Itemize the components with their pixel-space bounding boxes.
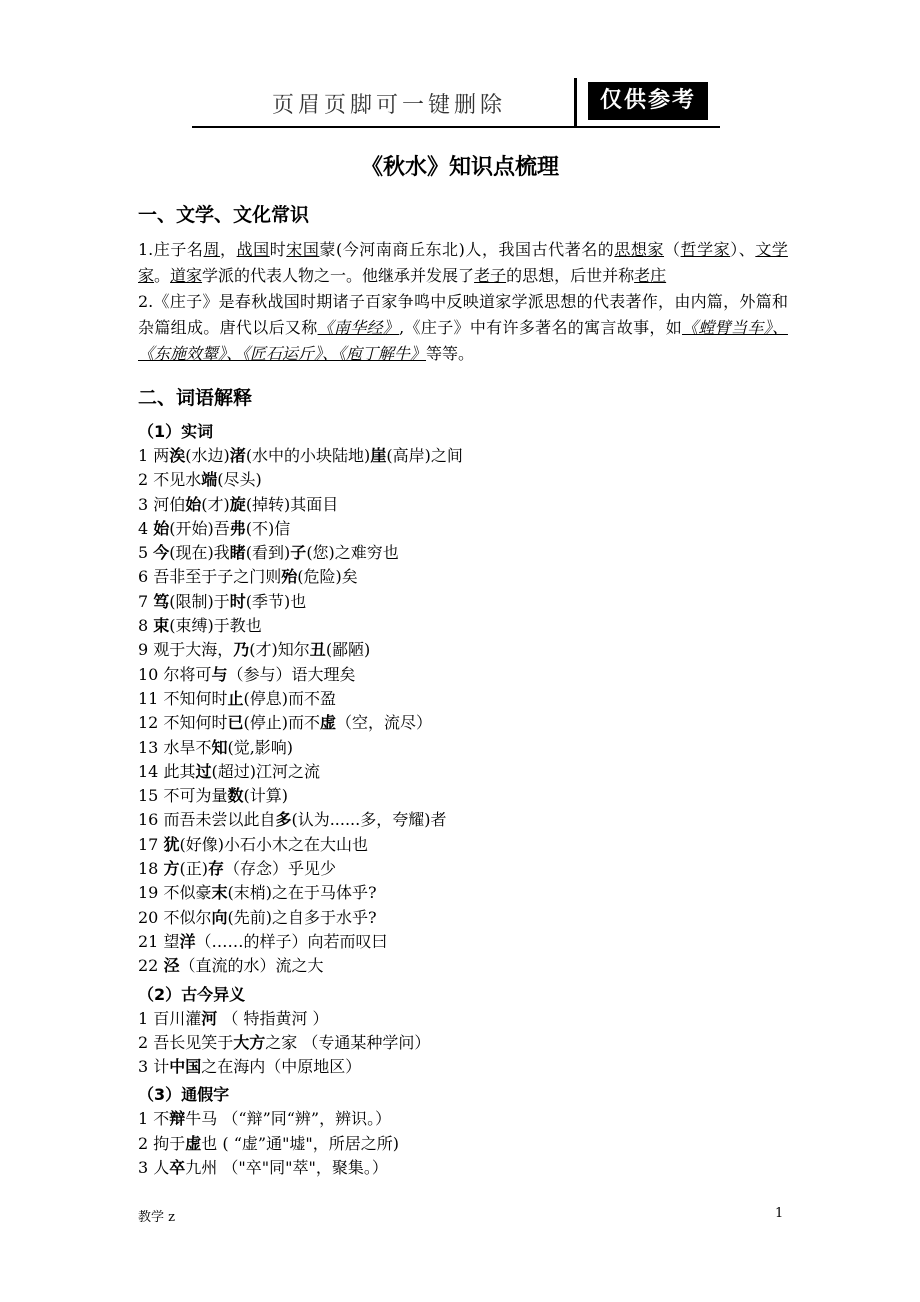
text-segment: 17 bbox=[138, 834, 164, 854]
text-segment: 1.庄子名 bbox=[138, 240, 204, 259]
underlined-term: 《螳臂当车》、《东施效颦》、《匠石运斤》、《庖丁解牛》 bbox=[138, 318, 788, 363]
text-segment: (正) bbox=[179, 859, 208, 879]
key-word: 始 bbox=[185, 494, 202, 514]
text-segment: ,《庄子》中有许多著名的寓言故事，如 bbox=[399, 318, 683, 337]
page-number: 1 bbox=[775, 1206, 784, 1221]
text-segment: ， bbox=[220, 240, 237, 259]
text-segment: (好像)小石小木之在大山也 bbox=[179, 834, 368, 854]
text-segment: （ 特指黄河 ） bbox=[217, 1008, 329, 1028]
list-item bbox=[138, 1156, 788, 1180]
reference-badge: 仅供参考 bbox=[588, 82, 708, 120]
list-item bbox=[138, 468, 788, 492]
key-word: 与 bbox=[211, 664, 228, 684]
text-segment: 19 不似豪 bbox=[138, 883, 212, 903]
text-segment: （直流的水）流之大 bbox=[179, 956, 324, 976]
key-word: 旋 bbox=[229, 494, 246, 514]
underlined-term: 道家 bbox=[170, 266, 203, 285]
underlined-term: 思想家 bbox=[614, 240, 665, 259]
list-item bbox=[138, 736, 788, 760]
text-segment: ）、 bbox=[730, 240, 756, 259]
key-word: 睹 bbox=[229, 543, 246, 563]
text-segment: 15 不可为量 bbox=[138, 786, 228, 806]
text-segment: 2 吾长见笑于 bbox=[138, 1032, 234, 1052]
underlined-term: 战国 bbox=[236, 240, 270, 259]
list-item bbox=[138, 857, 788, 881]
text-segment: 5 bbox=[138, 543, 154, 563]
header-rule bbox=[192, 126, 720, 128]
key-word: 泾 bbox=[163, 956, 180, 976]
paragraph-zhuangzi-book bbox=[138, 289, 788, 367]
list-item bbox=[138, 1007, 788, 1031]
key-word: 乃 bbox=[233, 640, 250, 660]
section-heading-culture: 一、文学、文化常识 bbox=[138, 204, 310, 226]
footer-label: 教学 z bbox=[138, 1210, 175, 1225]
text-segment: (先前)之自多于水乎? bbox=[227, 907, 377, 927]
subheading-shici: （1）实词 bbox=[138, 422, 214, 441]
text-segment: (限制)于 bbox=[169, 591, 230, 611]
list-item bbox=[138, 614, 788, 638]
text-segment: 6 吾非至于子之门则 bbox=[138, 567, 282, 587]
list-item bbox=[138, 1031, 788, 1055]
key-word: 犹 bbox=[163, 834, 180, 854]
paragraph-zhuangzi-bio bbox=[138, 237, 788, 289]
text-segment: 九州 （"卒"同"萃"，聚集。） bbox=[185, 1158, 388, 1178]
text-segment: 时 bbox=[269, 240, 287, 259]
text-segment: (停息)而不盈 bbox=[243, 688, 336, 708]
list-item bbox=[138, 493, 788, 517]
list-item bbox=[138, 590, 788, 614]
text-segment: (危险)矣 bbox=[297, 567, 358, 587]
content-body bbox=[138, 196, 788, 1180]
text-segment: 10 尔将可 bbox=[138, 664, 212, 684]
text-segment: 3 计 bbox=[138, 1057, 170, 1077]
tongjia-list bbox=[138, 1107, 788, 1180]
text-segment: 等等。 bbox=[426, 344, 475, 363]
underlined-term: 《南华经》 bbox=[317, 318, 400, 337]
key-word: 向 bbox=[211, 907, 228, 927]
key-word: 今 bbox=[153, 543, 170, 563]
text-segment: （存念）乎见少 bbox=[223, 859, 336, 879]
key-word: 已 bbox=[227, 713, 244, 733]
key-word: 渚 bbox=[229, 446, 246, 465]
underlined-term: 文学家 bbox=[138, 240, 788, 285]
list-item bbox=[138, 711, 788, 735]
list-item bbox=[138, 663, 788, 687]
key-word: 始 bbox=[153, 518, 170, 538]
header-banner bbox=[192, 76, 720, 132]
text-segment: 11 不知何时 bbox=[138, 688, 228, 708]
text-segment: 牛马 （“辩”同“辨”，辨识。） bbox=[185, 1109, 392, 1129]
key-word: 卒 bbox=[169, 1158, 186, 1178]
text-segment: (鄙陋) bbox=[325, 640, 371, 660]
key-word: 中国 bbox=[169, 1057, 202, 1077]
text-segment: (末梢)之在于马体乎? bbox=[227, 883, 377, 903]
text-segment: 。 bbox=[154, 266, 171, 285]
page-title: 《秋水》知识点梳理 bbox=[360, 155, 559, 180]
text-segment: 之在海内（中原地区） bbox=[201, 1057, 362, 1077]
list-item bbox=[138, 760, 788, 784]
section-heading-vocabulary: 二、词语解释 bbox=[138, 387, 253, 409]
subheading-tongjia: （3）通假字 bbox=[138, 1085, 230, 1105]
text-segment: 12 不知何时 bbox=[138, 713, 228, 733]
list-item bbox=[138, 517, 788, 541]
key-word: 殆 bbox=[281, 567, 298, 587]
text-segment: (觉,影响) bbox=[227, 737, 294, 757]
text-segment: 的思想，后世并称 bbox=[506, 266, 635, 285]
text-segment: 3 河伯 bbox=[138, 494, 186, 514]
key-word: 洋 bbox=[179, 931, 196, 951]
text-segment: (认为......多，夸耀)者 bbox=[291, 810, 447, 830]
key-word: 崖 bbox=[370, 446, 387, 465]
gujin-list bbox=[138, 1007, 788, 1080]
key-word: 多 bbox=[275, 810, 292, 830]
list-item bbox=[138, 687, 788, 711]
list-item bbox=[138, 906, 788, 930]
text-segment: 之家 （专通某种学问） bbox=[265, 1032, 431, 1052]
text-segment: 1 两 bbox=[138, 446, 170, 465]
text-segment: (束缚)于教也 bbox=[169, 616, 262, 636]
text-segment: 18 bbox=[138, 859, 164, 879]
key-word: 端 bbox=[201, 470, 218, 490]
list-item bbox=[138, 1132, 788, 1156]
text-segment: (季节)也 bbox=[245, 591, 307, 611]
list-item bbox=[138, 1055, 788, 1079]
key-word: 涘 bbox=[169, 446, 186, 465]
text-segment: 9 观于大海， bbox=[138, 640, 234, 660]
text-segment: 7 bbox=[138, 591, 154, 611]
banner-text: 页眉页脚可一键删除 bbox=[272, 93, 507, 118]
text-segment: (水边) bbox=[185, 446, 230, 465]
text-segment: 1 百川灌 bbox=[138, 1008, 202, 1028]
banner-divider bbox=[574, 78, 577, 126]
list-item bbox=[138, 638, 788, 662]
text-segment: (不)信 bbox=[245, 518, 291, 538]
text-segment: (您)之难穷也 bbox=[306, 543, 399, 563]
text-segment: （ bbox=[664, 240, 681, 259]
text-segment: 也 ( “虚”通"墟"，所居之所) bbox=[201, 1133, 400, 1153]
text-segment: 16 而吾未尝以此自 bbox=[138, 810, 276, 830]
key-word: 束 bbox=[153, 616, 170, 636]
underlined-term: 周 bbox=[203, 240, 221, 259]
list-item bbox=[138, 565, 788, 589]
key-word: 止 bbox=[227, 688, 244, 708]
text-segment: (才) bbox=[201, 494, 230, 514]
underlined-term: 老子 bbox=[474, 266, 507, 285]
key-word: 知 bbox=[211, 737, 228, 757]
list-item bbox=[138, 444, 788, 468]
key-word: 笃 bbox=[153, 591, 170, 611]
key-word: 辩 bbox=[169, 1109, 186, 1129]
text-segment: (计算) bbox=[243, 786, 288, 806]
text-segment: (停止)而不 bbox=[243, 713, 320, 733]
list-item bbox=[138, 808, 788, 832]
list-item bbox=[138, 1107, 788, 1131]
text-segment: (水中的小块陆地) bbox=[245, 446, 371, 465]
text-segment: (高岸)之间 bbox=[386, 446, 463, 465]
text-segment: 14 此其 bbox=[138, 761, 196, 781]
key-word: 河 bbox=[201, 1008, 218, 1028]
subheading-gujin: （2）古今异义 bbox=[138, 984, 246, 1004]
key-word: 方 bbox=[163, 859, 180, 879]
underlined-term: 老庄 bbox=[634, 266, 667, 285]
text-segment: 1 不 bbox=[138, 1109, 170, 1129]
text-segment: 2 拘于 bbox=[138, 1133, 186, 1153]
underlined-term: 宋国 bbox=[286, 240, 320, 259]
text-segment: (尽头) bbox=[217, 470, 262, 490]
key-word: 大方 bbox=[233, 1032, 266, 1052]
underlined-term: 哲学家 bbox=[680, 240, 731, 259]
text-segment: （空，流尽） bbox=[335, 713, 432, 733]
text-segment: 20 不似尔 bbox=[138, 907, 212, 927]
text-segment: (超过)江河之流 bbox=[211, 761, 320, 781]
text-segment: (才)知尔 bbox=[249, 640, 310, 660]
list-item bbox=[138, 930, 788, 954]
list-item bbox=[138, 954, 788, 978]
text-segment: (开始)吾 bbox=[169, 518, 230, 538]
key-word: 时 bbox=[229, 591, 246, 611]
list-item bbox=[138, 881, 788, 905]
text-segment: 22 bbox=[138, 956, 164, 976]
text-segment: 8 bbox=[138, 616, 154, 636]
text-segment: 13 水旱不 bbox=[138, 737, 212, 757]
key-word: 丑 bbox=[309, 640, 326, 660]
list-item bbox=[138, 833, 788, 857]
key-word: 子 bbox=[290, 543, 307, 563]
text-segment: 3 人 bbox=[138, 1158, 170, 1178]
key-word: 虚 bbox=[185, 1133, 202, 1153]
shici-list bbox=[138, 444, 788, 979]
text-segment: 4 bbox=[138, 518, 154, 538]
text-segment: 蒙(今河南商丘东北)人，我国古代著名的 bbox=[319, 240, 615, 259]
key-word: 数 bbox=[227, 786, 244, 806]
text-segment: 2.《庄子》是春秋战国时期诸子百家争鸣中反映道家学派思想的代表著作，由内篇，外篇和杂篇组成。唐代以后又称 bbox=[138, 292, 788, 337]
text-segment: 2 不见水 bbox=[138, 470, 202, 490]
key-word: 末 bbox=[211, 883, 228, 903]
list-item bbox=[138, 784, 788, 808]
key-word: 弗 bbox=[229, 518, 246, 538]
key-word: 过 bbox=[195, 761, 212, 781]
text-segment: (掉转)其面目 bbox=[245, 494, 339, 514]
key-word: 虚 bbox=[319, 713, 336, 733]
text-segment: （……的样子）向若而叹曰 bbox=[195, 931, 388, 951]
list-item bbox=[138, 541, 788, 565]
text-segment: (看到) bbox=[245, 543, 291, 563]
text-segment: （参与）语大理矣 bbox=[227, 664, 356, 684]
key-word: 存 bbox=[207, 859, 224, 879]
text-segment: (现在)我 bbox=[169, 543, 230, 563]
text-segment: 21 望 bbox=[138, 931, 180, 951]
text-segment: 学派的代表人物之一。他继承并发展了 bbox=[202, 266, 475, 285]
